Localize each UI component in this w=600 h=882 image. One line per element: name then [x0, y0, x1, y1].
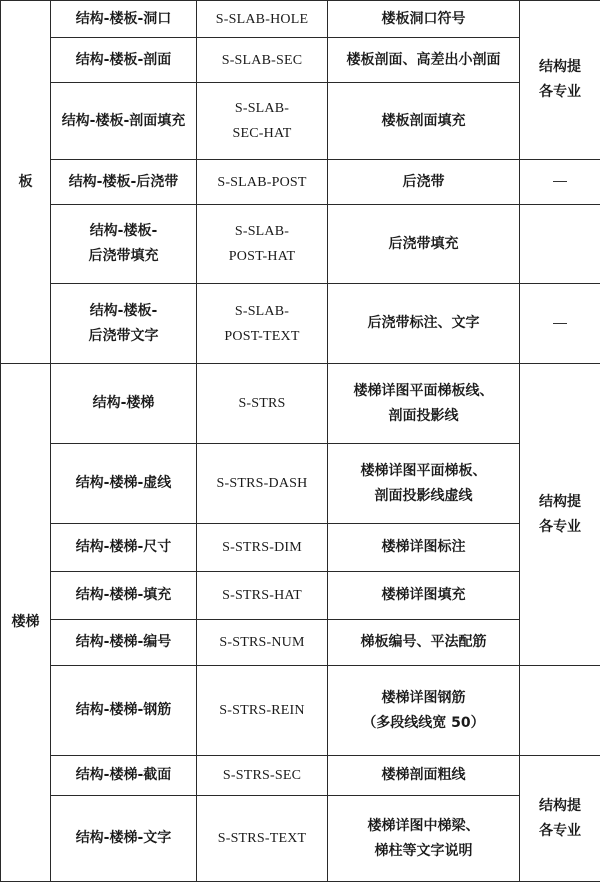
dash-mark [553, 323, 567, 324]
table-row [1, 796, 600, 882]
layer-name-cell: 结构-楼梯-文字 [51, 796, 197, 882]
table-row [1, 756, 600, 796]
layer-name-cell: 结构-楼梯-编号 [51, 620, 197, 666]
layer-desc-cell: 梯板编号、平法配筋 [328, 620, 520, 666]
remark-cell: 结构提 各专业 [520, 364, 600, 666]
layer-name-cell: 结构-楼板-剖面 [51, 38, 197, 83]
layer-desc-cell: 楼梯详图填充 [328, 572, 520, 620]
layer-name-cell: 结构-楼梯-截面 [51, 756, 197, 796]
layer-desc-cell: 楼梯详图钢筋 （多段线线宽 50） [328, 666, 520, 756]
layer-code-cell: S-SLAB-POST [197, 160, 328, 205]
layer-desc-cell: 后浇带标注、文字 [328, 284, 520, 364]
table-row [1, 444, 600, 524]
table-row [1, 205, 600, 284]
table-row [1, 364, 600, 444]
layer-code-cell: S-SLAB- POST-HAT [197, 205, 328, 284]
table-row [1, 284, 600, 364]
layer-desc-cell: 后浇带 [328, 160, 520, 205]
layer-desc-cell: 楼梯详图标注 [328, 524, 520, 572]
layer-code-cell: S-SLAB-SEC [197, 38, 328, 83]
table-row [1, 38, 600, 83]
layer-name-cell: 结构-楼板-剖面填充 [51, 83, 197, 160]
layer-desc-cell: 楼梯剖面粗线 [328, 756, 520, 796]
layer-code-cell: S-STRS-SEC [197, 756, 328, 796]
layer-name-cell: 结构-楼梯 [51, 364, 197, 444]
layer-code-cell: S-SLAB- SEC-HAT [197, 83, 328, 160]
layer-code-cell: S-STRS-DIM [197, 524, 328, 572]
table-row [1, 83, 600, 160]
layer-desc-cell: 楼梯详图平面梯板、 剖面投影线虚线 [328, 444, 520, 524]
layer-name-cell: 结构-楼梯-虚线 [51, 444, 197, 524]
remark-cell: 结构提 各专业 [520, 1, 600, 160]
table-row [1, 620, 600, 666]
layer-desc-cell: 后浇带填充 [328, 205, 520, 284]
layer-code-cell: S-STRS-DASH [197, 444, 328, 524]
layer-name-cell: 结构-楼板- 后浇带文字 [51, 284, 197, 364]
table-row [1, 666, 600, 756]
layer-code-cell: S-STRS-REIN [197, 666, 328, 756]
layer-name-cell: 结构-楼板- 后浇带填充 [51, 205, 197, 284]
remark-cell [520, 205, 600, 284]
remark-cell [520, 160, 600, 205]
layer-desc-cell: 楼板剖面填充 [328, 83, 520, 160]
layer-code-cell: S-SLAB-HOLE [197, 1, 328, 38]
dash-mark [553, 181, 567, 182]
table-row [1, 524, 600, 572]
layer-desc-cell: 楼梯详图中梯梁、 梯柱等文字说明 [328, 796, 520, 882]
layer-desc-cell: 楼板洞口符号 [328, 1, 520, 38]
group-label-slab: 板 [1, 1, 51, 364]
layer-desc-cell: 楼梯详图平面梯板线、 剖面投影线 [328, 364, 520, 444]
remark-cell [520, 666, 600, 756]
table-row [1, 160, 600, 205]
layer-name-cell: 结构-楼板-洞口 [51, 1, 197, 38]
layer-desc-cell: 楼板剖面、高差出小剖面 [328, 38, 520, 83]
layer-name-cell: 结构-楼梯-钢筋 [51, 666, 197, 756]
layer-code-cell: S-STRS-TEXT [197, 796, 328, 882]
remark-cell [520, 284, 600, 364]
table-row [1, 572, 600, 620]
layer-code-cell: S-STRS-NUM [197, 620, 328, 666]
layer-name-cell: 结构-楼梯-尺寸 [51, 524, 197, 572]
layer-code-cell: S-STRS-HAT [197, 572, 328, 620]
table-row [1, 1, 600, 38]
layer-name-cell: 结构-楼梯-填充 [51, 572, 197, 620]
group-label-stairs: 楼梯 [1, 364, 51, 882]
layer-code-cell: S-SLAB- POST-TEXT [197, 284, 328, 364]
layer-name-cell: 结构-楼板-后浇带 [51, 160, 197, 205]
remark-cell: 结构提 各专业 [520, 756, 600, 882]
layer-code-cell: S-STRS [197, 364, 328, 444]
